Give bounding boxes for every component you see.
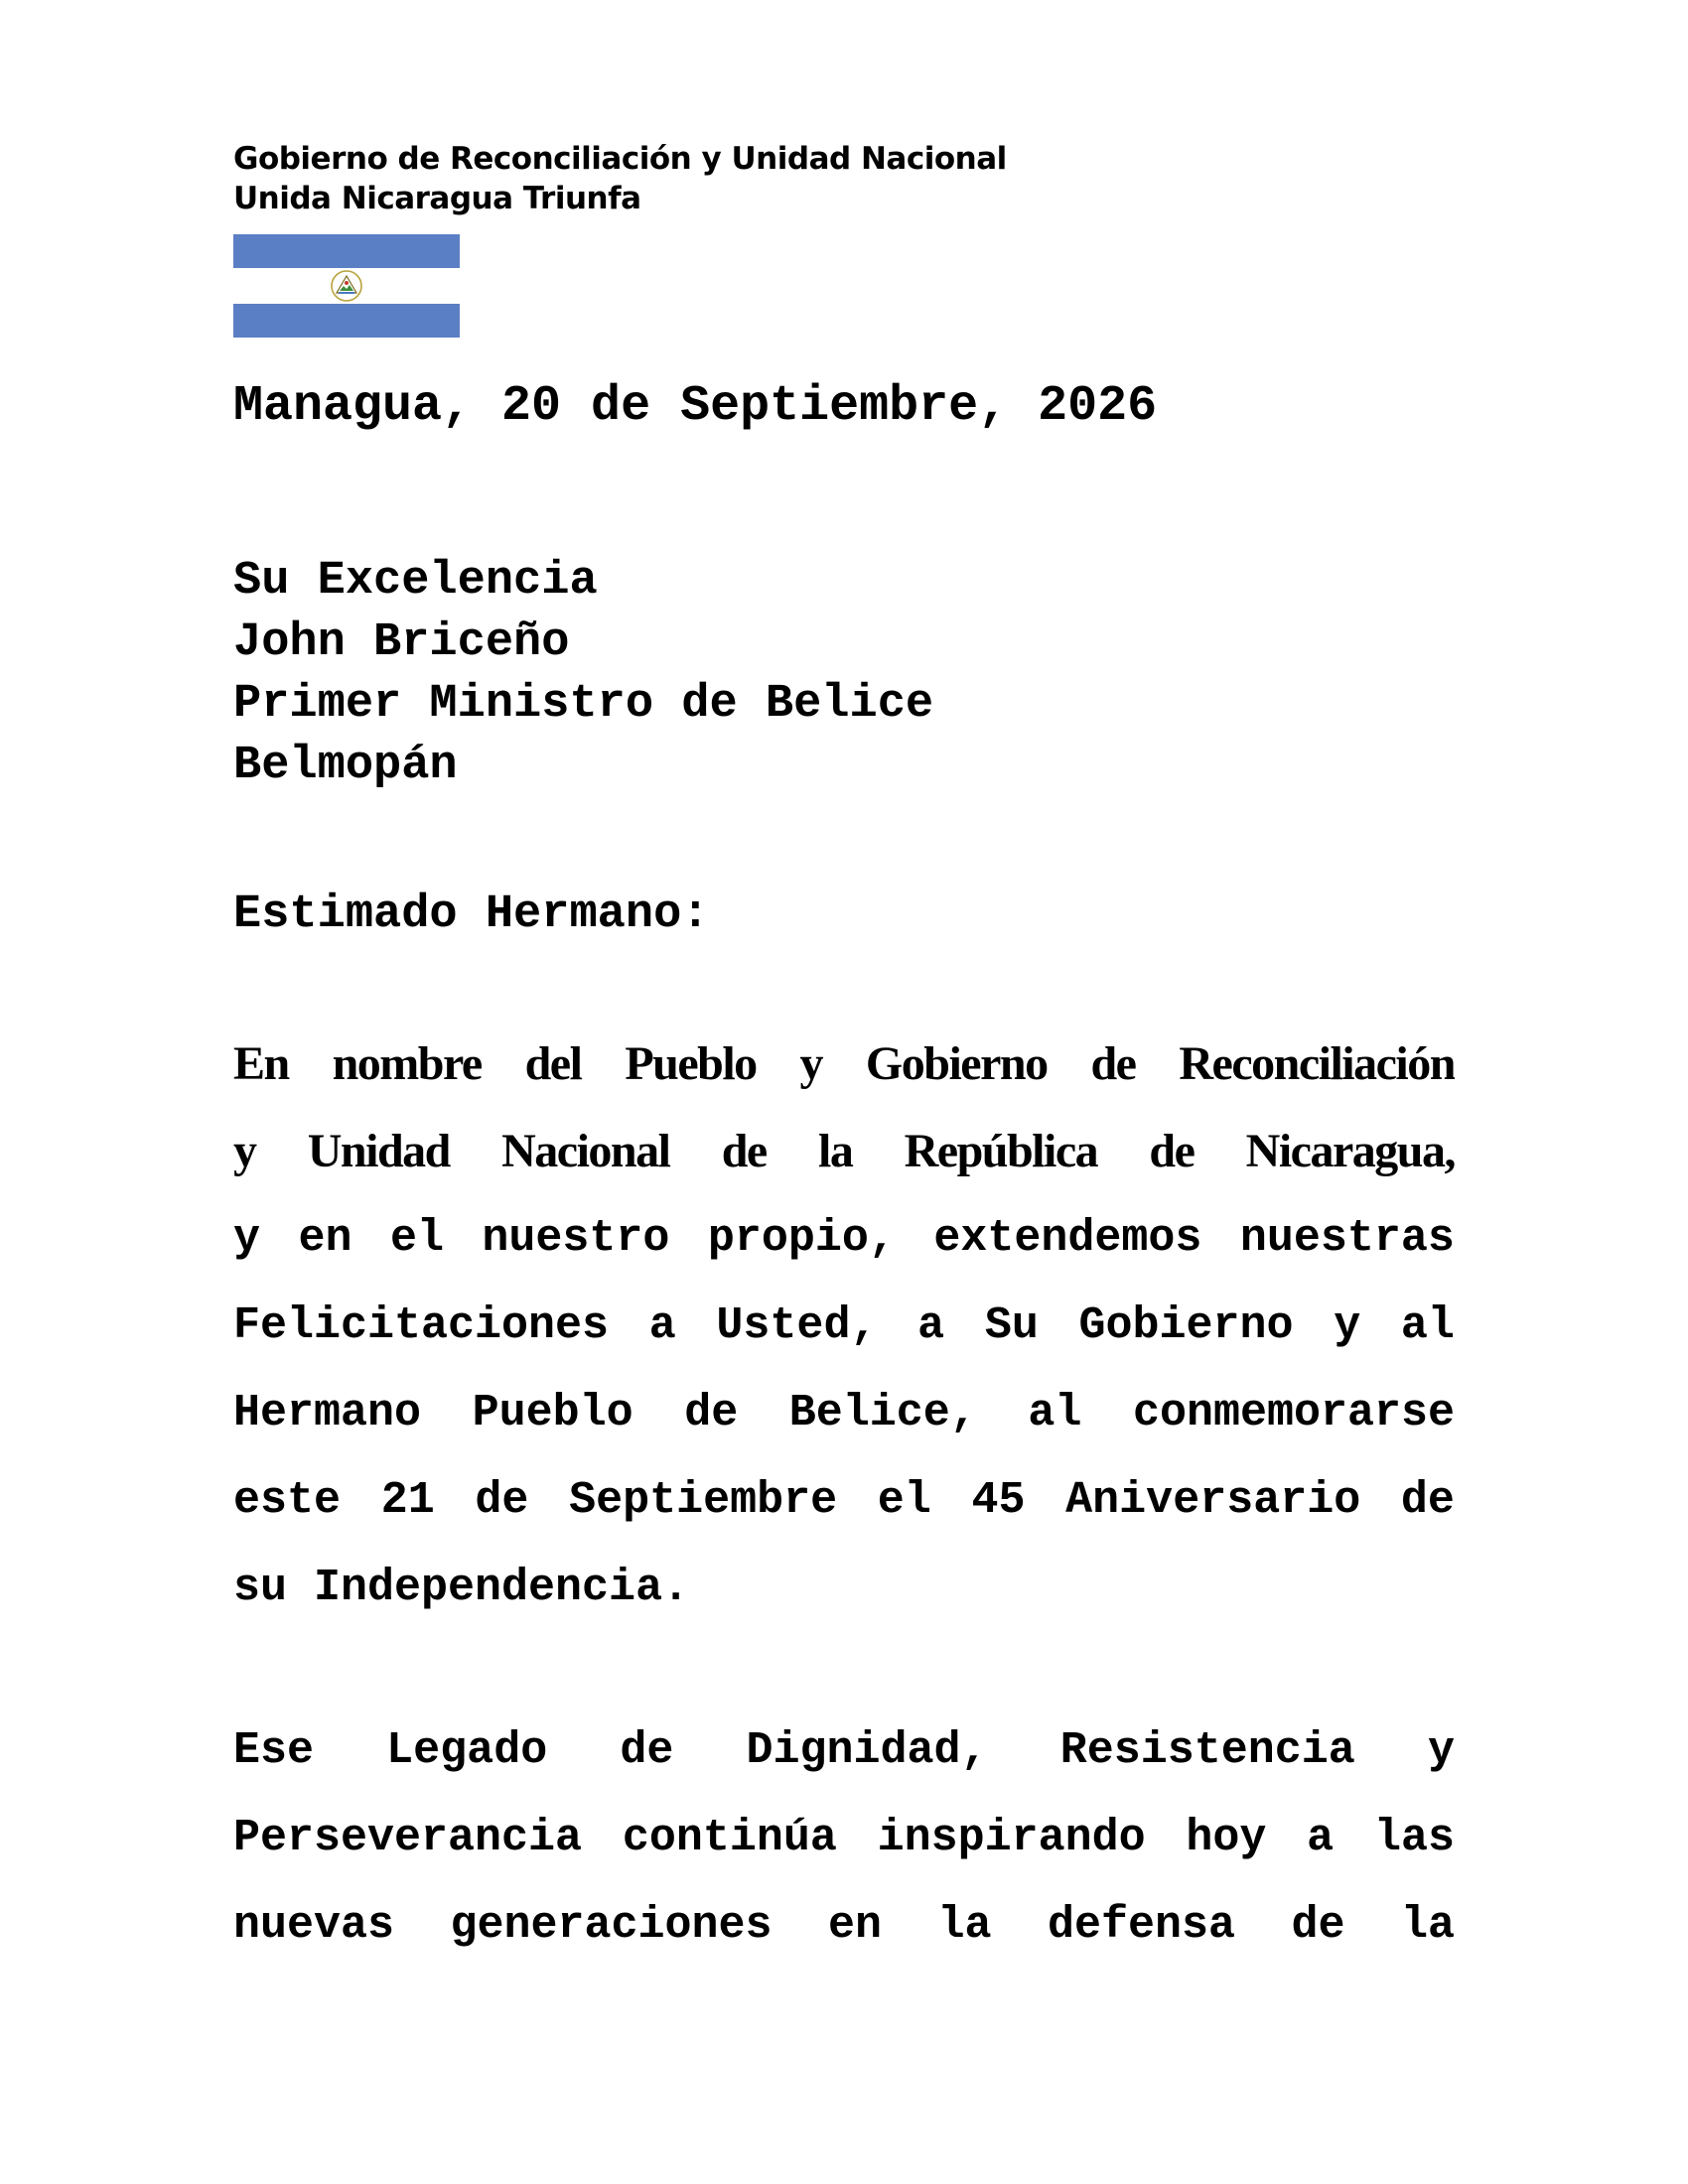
paragraph-word: a <box>648 1300 676 1351</box>
recipient-name: John Briceño <box>233 616 570 669</box>
paragraph-line <box>233 1882 1455 1970</box>
paragraph-word: este <box>233 1475 342 1526</box>
paragraph-word: y <box>1427 1725 1455 1776</box>
paragraph-word: hoy <box>1186 1813 1267 1863</box>
paragraph-word: a <box>917 1300 945 1351</box>
paragraph-word: su Independencia. <box>233 1563 690 1613</box>
paragraph-word: conmemorarse <box>1132 1388 1455 1438</box>
paragraph-word: Resistencia <box>1059 1725 1355 1776</box>
paragraph-word: defensa <box>1048 1900 1236 1951</box>
paragraph-word: Pueblo <box>625 1037 757 1090</box>
paragraph-line <box>233 1707 1455 1795</box>
paragraph-word: del <box>524 1037 582 1090</box>
paragraph-word: Ese <box>233 1725 315 1776</box>
paragraph-word: a <box>1307 1813 1335 1863</box>
paragraph-word: de <box>1149 1125 1195 1177</box>
nicaragua-flag-icon <box>233 234 460 338</box>
recipient-block <box>233 551 933 797</box>
paragraph-word: Pueblo <box>472 1388 633 1438</box>
paragraph-word: y <box>1334 1300 1361 1351</box>
paragraph-word: de <box>1400 1475 1455 1526</box>
paragraph-word: 45 <box>971 1475 1026 1526</box>
paragraph-word: Aniversario <box>1065 1475 1361 1526</box>
body-paragraph-1 <box>233 1021 1455 1632</box>
paragraph-word: generaciones <box>450 1900 773 1951</box>
paragraph-word: Perseverancia <box>233 1813 583 1863</box>
paragraph-word: el <box>877 1475 931 1526</box>
paragraph-word: al <box>1400 1300 1455 1351</box>
letterhead-government-name: Gobierno de Reconciliación y Unidad Nacional <box>233 141 1007 177</box>
paragraph-word: el <box>389 1213 444 1264</box>
paragraph-word: Nicaragua, <box>1245 1125 1455 1177</box>
paragraph-line <box>233 1370 1455 1457</box>
paragraph-word: en <box>828 1900 883 1951</box>
paragraph-line <box>233 1195 1455 1283</box>
paragraph-line <box>233 1021 1455 1108</box>
paragraph-line <box>233 1795 1455 1882</box>
letterhead-slogan: Unida Nicaragua Triunfa <box>233 181 641 216</box>
paragraph-word: inspirando <box>877 1813 1146 1863</box>
paragraph-word: de <box>721 1125 767 1177</box>
paragraph-word: de <box>684 1388 739 1438</box>
paragraph-word: República <box>904 1125 1098 1177</box>
paragraph-word: Su <box>984 1300 1039 1351</box>
paragraph-word: las <box>1373 1813 1455 1863</box>
paragraph-word: Septiembre <box>569 1475 838 1526</box>
paragraph-word: la <box>937 1900 992 1951</box>
paragraph-word: y <box>799 1037 823 1090</box>
paragraph-line <box>233 1283 1455 1370</box>
paragraph-word: Gobierno <box>1078 1300 1294 1351</box>
paragraph-word: y <box>233 1125 256 1177</box>
paragraph-word: continúa <box>622 1813 837 1863</box>
paragraph-word: la <box>1400 1900 1455 1951</box>
paragraph-word: al <box>1028 1388 1082 1438</box>
recipient-position: Primer Ministro de Belice <box>233 678 934 731</box>
paragraph-line <box>233 1457 1455 1545</box>
paragraph-word: Usted, <box>716 1300 878 1351</box>
flag-top-band <box>233 234 460 268</box>
paragraph-word: en <box>298 1213 352 1264</box>
paragraph-word: de <box>1291 1900 1345 1951</box>
paragraph-word: Hermano <box>233 1388 422 1438</box>
paragraph-word: Dignidad, <box>746 1725 988 1776</box>
body-paragraph-2 <box>233 1707 1455 1970</box>
paragraph-word: Legado <box>386 1725 548 1776</box>
paragraph-word: Nacional <box>501 1125 670 1177</box>
paragraph-word: y <box>233 1213 261 1264</box>
paragraph-word: Felicitaciones <box>233 1300 610 1351</box>
flag-bottom-band <box>233 304 460 338</box>
paragraph-word: 21 <box>380 1475 435 1526</box>
salutation: Estimado Hermano: <box>233 888 710 941</box>
coat-of-arms-icon <box>329 269 364 303</box>
paragraph-word: Unidad <box>307 1125 450 1177</box>
paragraph-word: de <box>475 1475 529 1526</box>
paragraph-word: de <box>1090 1037 1136 1090</box>
paragraph-word: En <box>233 1037 289 1090</box>
paragraph-word: Reconciliación <box>1179 1037 1455 1090</box>
paragraph-word: propio, <box>707 1213 896 1264</box>
recipient-city: Belmopán <box>233 740 458 792</box>
recipient-title: Su Excelencia <box>233 555 598 608</box>
paragraph-word: extendemos <box>933 1213 1202 1264</box>
paragraph-word: nuestro <box>482 1213 670 1264</box>
paragraph-word: de <box>620 1725 674 1776</box>
paragraph-line <box>233 1108 1455 1195</box>
paragraph-line <box>233 1545 1455 1632</box>
paragraph-word: nombre <box>332 1037 482 1090</box>
paragraph-word: Gobierno <box>865 1037 1048 1090</box>
paragraph-word: nuevas <box>233 1900 395 1951</box>
paragraph-word: Belice, <box>788 1388 977 1438</box>
letter-date: Managua, 20 de Septiembre, 2026 <box>233 378 1158 435</box>
letterhead <box>233 139 1007 218</box>
paragraph-word: nuestras <box>1239 1213 1455 1264</box>
paragraph-word: la <box>818 1125 853 1177</box>
